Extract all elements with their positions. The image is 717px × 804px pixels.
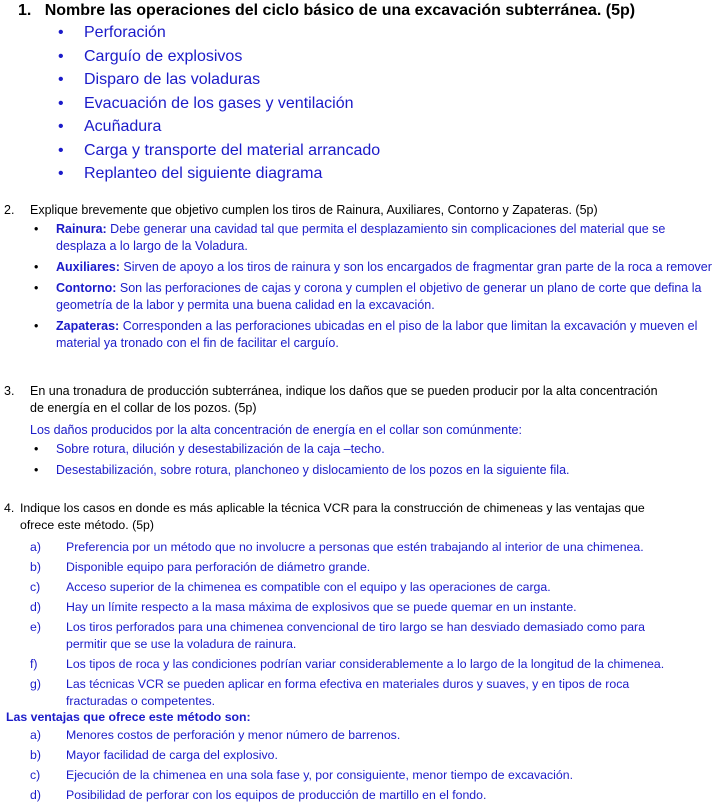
- list-item: [30, 676, 714, 710]
- question-2-title: [4, 202, 598, 219]
- item-letter: d): [30, 788, 41, 802]
- question-4-text-line2: ofrece este método. (5p): [20, 518, 154, 532]
- question-3-text-line1: En una tronadura de producción subterránea, indique los daños que se pueden producir por la alta concentración: [30, 384, 658, 398]
- list-item: • Acuñadura: [58, 116, 380, 140]
- item-letter: c): [30, 768, 41, 782]
- item-text: Hay un límite respecto a la masa máxima de explosivos que se puede quemar en un instante.: [66, 600, 577, 614]
- question-4-text-line1: Indique los casos en donde es más aplicable la técnica VCR para la construcción de chimeneas y las ventajas que: [20, 501, 645, 515]
- item-text: Disponible equipo para perforación de diámetro grande.: [66, 560, 371, 574]
- question-3-number: 3.: [4, 384, 15, 398]
- item-text: Menores costos de perforación y menor número de barrenos.: [66, 728, 401, 742]
- question-3-list: [30, 441, 714, 479]
- list-item: [30, 767, 714, 784]
- item-letter: b): [30, 560, 41, 574]
- question-4-number: 4.: [4, 501, 15, 515]
- term-label: Zapateras:: [56, 319, 120, 333]
- item-text: Los tipos de roca y las condiciones podrían variar considerablemente a lo largo de la longitud de la chimenea.: [66, 657, 665, 671]
- item-text-continued: permitir que se use la voladura de rainura.: [66, 637, 297, 651]
- item-letter: f): [30, 657, 38, 671]
- list-item: • Evacuación de los gases y ventilación: [58, 93, 380, 117]
- list-item: • Sobre rotura, dilución y desestabilización de la caja –techo.: [30, 441, 714, 458]
- item-text: Los tiros perforados para una chimenea convencional de tiro largo se han desviado demasiado como para: [66, 620, 645, 634]
- term-label: Rainura:: [56, 222, 107, 236]
- term-label: Contorno:: [56, 281, 117, 295]
- item-text: Mayor facilidad de carga del explosivo.: [66, 748, 278, 762]
- item-letter: a): [30, 540, 41, 554]
- item-letter: d): [30, 600, 41, 614]
- list-item: [30, 259, 714, 276]
- question-1-list: [58, 22, 380, 187]
- term-text: Debe generar una cavidad tal que permita el desplazamiento sin complicaciones del material que se desplaza a lo largo de la Voladura.: [56, 222, 666, 253]
- item-text: Las técnicas VCR se pueden aplicar en forma efectiva en materiales duros y suaves, y en tipos de roca: [66, 677, 630, 691]
- item-text: Ejecución de la chimenea en una sola fase y, por consiguiente, menor tiempo de excavación.: [66, 768, 573, 782]
- item-letter: a): [30, 728, 41, 742]
- list-item: • Carguío de explosivos: [58, 46, 380, 70]
- question-1-number: 1.: [18, 2, 32, 19]
- advantages-heading: Las ventajas que ofrece este método son:: [6, 710, 251, 724]
- list-item: • Carga y transporte del material arrancado: [58, 140, 380, 164]
- term-label: Auxiliares:: [56, 260, 120, 274]
- question-2-number: 2.: [4, 203, 15, 217]
- advantages-list: [30, 727, 714, 804]
- list-item: [30, 727, 714, 744]
- item-text: Preferencia por un método que no involucre a personas que estén trabajando al interior de una chimenea.: [66, 540, 644, 554]
- question-1-text: Nombre las operaciones del ciclo básico de una excavación subterránea. (5p): [44, 2, 636, 19]
- item-text: Acceso superior de la chimenea es compatible con el equipo y las operaciones de carga.: [66, 580, 551, 594]
- question-2-list: [30, 221, 714, 352]
- question-2-text: Explique brevemente que objetivo cumplen los tiros de Rainura, Auxiliares, Contorno y Zapateras. (5p): [30, 203, 598, 217]
- list-item: [30, 318, 714, 352]
- list-item: [30, 579, 714, 596]
- list-item: [30, 599, 714, 616]
- question-4-title: [4, 500, 645, 534]
- question-1-title: [18, 2, 635, 20]
- question-3-text-line2: de energía en el collar de los pozos. (5p): [30, 401, 257, 415]
- question-3-intro: Los daños producidos por la alta concentración de energía en el collar son comúnmente:: [30, 423, 522, 437]
- item-letter: e): [30, 620, 41, 634]
- term-text: Corresponden a las perforaciones ubicadas en el piso de la labor que limitan la excavación y mueven el material ya tronado con el fin de facilitar el carguío.: [56, 319, 698, 350]
- list-item: [30, 559, 714, 576]
- item-text-continued: fracturadas o competentes.: [66, 694, 216, 708]
- list-item: • Perforación: [58, 22, 380, 46]
- list-item: • Desestabilización, sobre rotura, planchoneo y dislocamiento de los pozos en la siguiente fila.: [30, 462, 714, 479]
- list-item: • Replanteo del siguiente diagrama: [58, 163, 380, 187]
- list-item: [30, 787, 714, 804]
- item-letter: b): [30, 748, 41, 762]
- list-item: • Disparo de las voladuras: [58, 69, 380, 93]
- term-text: Son las perforaciones de cajas y corona y cumplen el objetivo de generar un plano de corte que defina la geometría de la labor y permita una buena calidad en la excavación.: [56, 281, 702, 312]
- item-letter: g): [30, 677, 41, 691]
- item-text: Posibilidad de perforar con los equipos de producción de martillo en el fondo.: [66, 788, 487, 802]
- question-3-title: [4, 383, 658, 417]
- list-item: [30, 221, 714, 255]
- list-item: [30, 539, 714, 556]
- question-4-cases-list: [30, 539, 714, 710]
- list-item: [30, 280, 714, 314]
- list-item: [30, 747, 714, 764]
- list-item: [30, 619, 714, 653]
- item-letter: c): [30, 580, 41, 594]
- list-item: [30, 656, 714, 673]
- term-text: Sirven de apoyo a los tiros de rainura y son los encargados de fragmentar gran parte de la roca a remover: [119, 260, 712, 274]
